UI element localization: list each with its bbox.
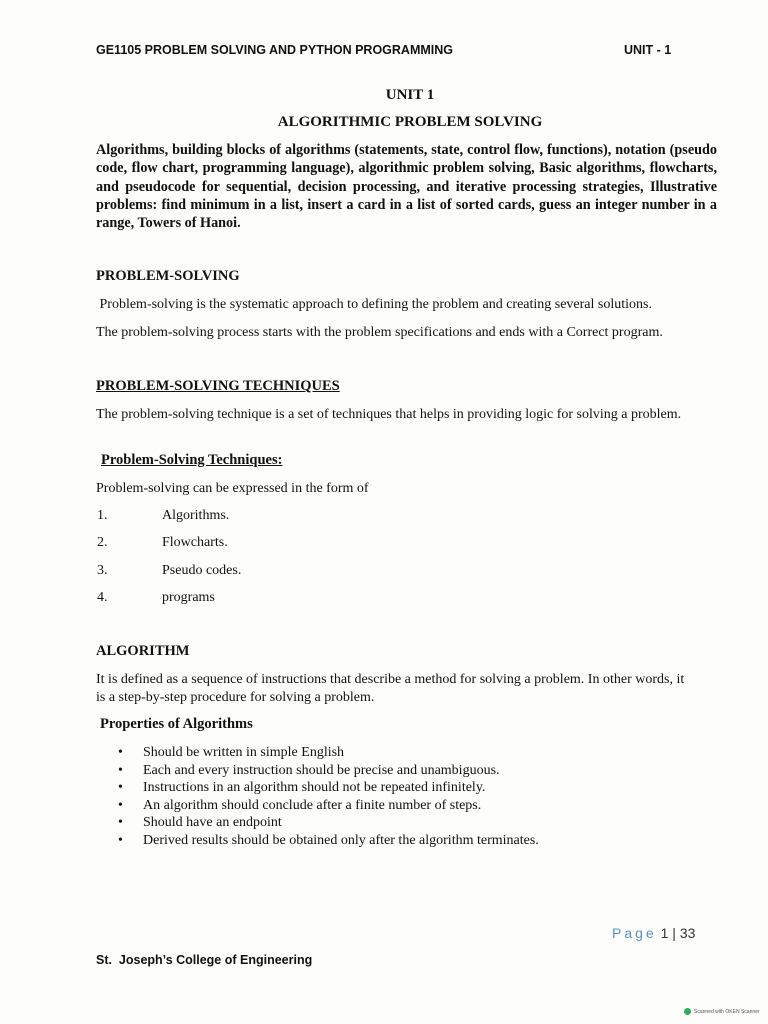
problem-solving-definition: Problem-solving is the systematic approach to defining the problem and creating several solutions. bbox=[96, 297, 652, 312]
list-item-pseudo-codes: Pseudo codes. bbox=[162, 563, 242, 578]
list-item bbox=[118, 832, 718, 850]
list-item bbox=[118, 744, 718, 762]
heading-problem-solving: PROBLEM-SOLVING bbox=[96, 268, 240, 284]
bullet-icon: • bbox=[118, 780, 123, 796]
property-text: An algorithm should conclude after a finite number of steps. bbox=[143, 797, 482, 813]
list-item-algorithms: Algorithms. bbox=[162, 508, 230, 523]
list-item bbox=[118, 762, 718, 780]
page-current: 1 bbox=[660, 925, 669, 941]
heading-properties: Properties of Algorithms bbox=[100, 716, 253, 732]
bullet-icon: • bbox=[118, 745, 123, 760]
list-number: 1. bbox=[97, 508, 108, 523]
chapter-title: ALGORITHMIC PROBLEM SOLVING bbox=[277, 114, 543, 130]
scanner-watermark bbox=[684, 1008, 760, 1015]
scanner-text: Scanned with OKEN Scanner bbox=[694, 1008, 760, 1015]
property-text: Should be written in simple English bbox=[143, 745, 345, 760]
scanner-logo-icon bbox=[684, 1008, 691, 1015]
heading-algorithm: ALGORITHM bbox=[96, 643, 190, 659]
page-total: 33 bbox=[679, 925, 696, 941]
algorithm-definition: It is defined as a sequence of instructions that describe a method for solving a problem. In other words, it is a step-by-step procedure for solving a problem. bbox=[96, 672, 685, 705]
properties-list bbox=[118, 744, 718, 850]
list-item bbox=[118, 779, 718, 797]
unit-title: UNIT 1 bbox=[385, 87, 435, 103]
page-label: Page bbox=[612, 925, 657, 941]
list-item bbox=[118, 814, 718, 832]
problem-solving-process: The problem-solving process starts with the problem specifications and ends with a Correct program. bbox=[96, 325, 663, 340]
property-text: Derived results should be obtained only after the algorithm terminates. bbox=[143, 832, 539, 848]
bullet-icon: • bbox=[118, 797, 123, 813]
page-separator: | bbox=[672, 925, 676, 941]
header-unit-label: UNIT - 1 bbox=[624, 43, 672, 57]
header-course-title: GE1105 PROBLEM SOLVING AND PYTHON PROGRAMMING bbox=[96, 43, 453, 57]
list-item bbox=[118, 797, 718, 815]
list-item-programs: programs bbox=[162, 590, 215, 605]
footer-college-name: St. Joseph’s College of Engineering bbox=[96, 953, 313, 967]
list-number: 4. bbox=[97, 590, 108, 605]
bullet-icon: • bbox=[118, 815, 123, 831]
property-text: Each and every instruction should be precise and unambiguous. bbox=[143, 762, 500, 778]
subheading-techniques: Problem-Solving Techniques: bbox=[101, 452, 283, 468]
list-number: 3. bbox=[97, 563, 108, 578]
techniques-definition: The problem-solving technique is a set of techniques that helps in providing logic for solving a problem. bbox=[96, 407, 682, 422]
page-number bbox=[612, 925, 695, 941]
heading-problem-solving-techniques: PROBLEM-SOLVING TECHNIQUES bbox=[96, 378, 340, 394]
bullet-icon: • bbox=[118, 762, 123, 778]
techniques-intro: Problem-solving can be expressed in the form of bbox=[96, 481, 369, 496]
list-item-flowcharts: Flowcharts. bbox=[162, 535, 228, 550]
property-text: Instructions in an algorithm should not be repeated infinitely. bbox=[143, 780, 486, 796]
list-number: 2. bbox=[97, 535, 108, 550]
syllabus-paragraph: Algorithms, building blocks of algorithms (statements, state, control flow, functions), notation (pseudo code, flow chart, programming language), algorithmic problem solving, Basic algorithms, flowcharts, and pseudocode for sequential, decision processing, and iterative processing strategies, Illustrative problems: find minimum in a list, insert a card in a list of sorted cards, guess an integer number in a range, Towers of Hanoi. bbox=[96, 142, 717, 232]
property-text: Should have an endpoint bbox=[143, 815, 282, 831]
bullet-icon: • bbox=[118, 832, 123, 848]
